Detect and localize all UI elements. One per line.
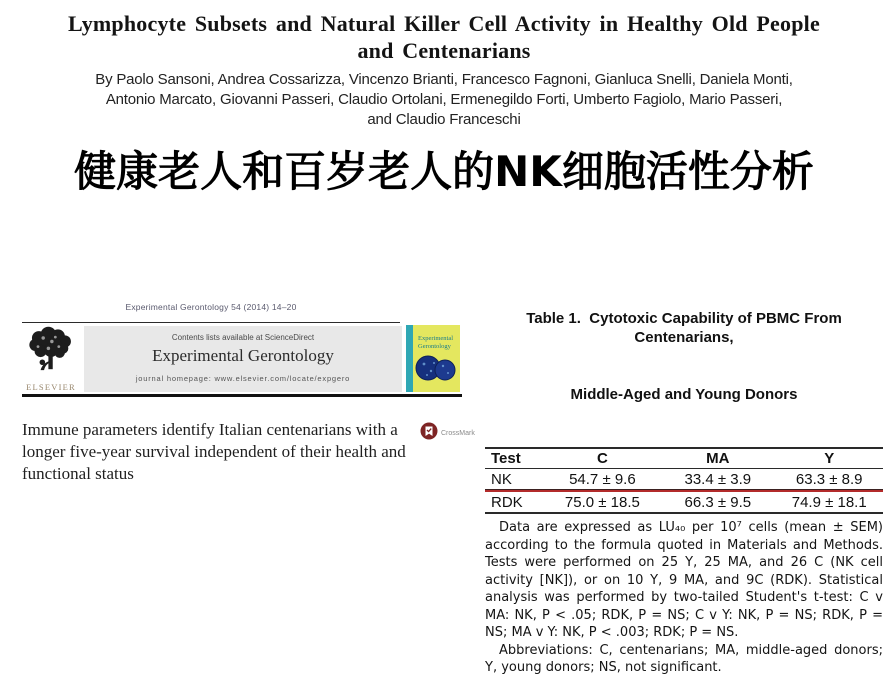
journal-homepage-line: journal homepage: www.elsevier.com/locate/expgero [135,374,351,383]
journal-cover-thumbnail [406,325,460,392]
table-row [485,492,883,512]
table-header-row [485,449,883,469]
paper-title-line1: Lymphocyte Subsets and Natural Killer Cell Activity in Healthy Old People [68,11,820,36]
author-list-line2: Antonio Marcato, Giovanni Passeri, Claudio Ortolani, Ermenegildo Forti, Umberto Fagiolo, Mario Passeri, [105,91,783,108]
footnote-paragraph-2: Abbreviations: C, centenarians; MA, middle-aged donors; Y, young donors; NS, not significant. [485,642,883,675]
cell-rdk-c: 75.0 ± 18.5 [564,493,640,511]
crossmark-badge [420,422,482,445]
thick-rule [22,394,462,397]
cell-nk-y: 63.3 ± 8.9 [795,470,863,488]
scanned-article-title: Immune parameters identify Italian centenarians with a longer five-year survival independent of their health and functional status [22,420,406,483]
table-scan [485,271,883,677]
footnote-paragraph-1: Data are expressed as LU₄₀ per 10⁷ cells (mean ± SEM) according to the formula quoted in Materials and Methods. Tests were performed on 25 Y, 25 MA, and 26 C (NK cell activity [NK]), or on 10 Y, 9 MA, and 9C (RDK). Statistical analysis was performed by two-tailed Student's t-test: C v MA: NK, P < .05; RDK, P = NS; C v Y: NK, P = NS; RDK, P = NS; MA v Y: NK, P < .003; RDK; P = NS. [485,520,883,640]
col-header-test: Test [491,450,521,467]
col-header-y: Y [824,450,835,467]
crossmark-label: CrossMark [441,430,475,437]
table-title [485,271,883,442]
cell-nk-test: NK [491,470,512,488]
cell-rdk-ma: 66.3 ± 9.5 [684,493,752,511]
cell-nk-ma: 33.4 ± 3.9 [684,470,752,488]
paper-title-line2: and Centenarians [357,38,531,63]
author-list-line3: and Claudio Franceschi [367,111,521,128]
journal-header-scan [20,293,475,483]
cover-title-line1: Experimental [418,335,454,342]
data-table [485,447,883,514]
contents-list-line: Contents lists available at ScienceDirect [171,333,315,342]
elsevier-wordmark: ELSEVIER [26,382,76,392]
elsevier-logo [22,326,80,392]
col-header-c: C [596,450,608,467]
table-row [485,469,883,489]
author-list-line1: By Paolo Sansoni, Andrea Cossarizza, Vincenzo Brianti, Francesco Fagnoni, Gianluca Snelli, Daniela Monti, [95,71,793,88]
author-list [0,70,888,130]
journal-masthead-box [84,326,402,392]
cell-rdk-y: 74.9 ± 18.1 [791,493,867,511]
thin-rule [22,322,400,323]
cell-rdk-test: RDK [491,493,523,511]
cell-nk-c: 54.7 ± 9.6 [569,470,636,488]
journal-citation: Experimental Gerontology 54 (2014) 14–20 [125,302,297,312]
table-title-line1: Table 1. Cytotoxic Capability of PBMC From Centenarians, [526,310,846,346]
table-title-line2: Middle-Aged and Young Donors [570,386,798,403]
cover-title-line2: Gerontology [418,343,451,350]
crossmark-icon [420,422,438,445]
elsevier-tree-icon [25,363,77,380]
table-footnote [485,519,883,677]
journal-name: Experimental Gerontology [152,346,334,365]
table-bottom-rule [485,512,883,514]
chinese-headline: 健康老人和百岁老人的NK细胞活性分析 [74,147,814,196]
col-header-ma: MA [706,450,730,467]
paper-title [0,10,888,64]
